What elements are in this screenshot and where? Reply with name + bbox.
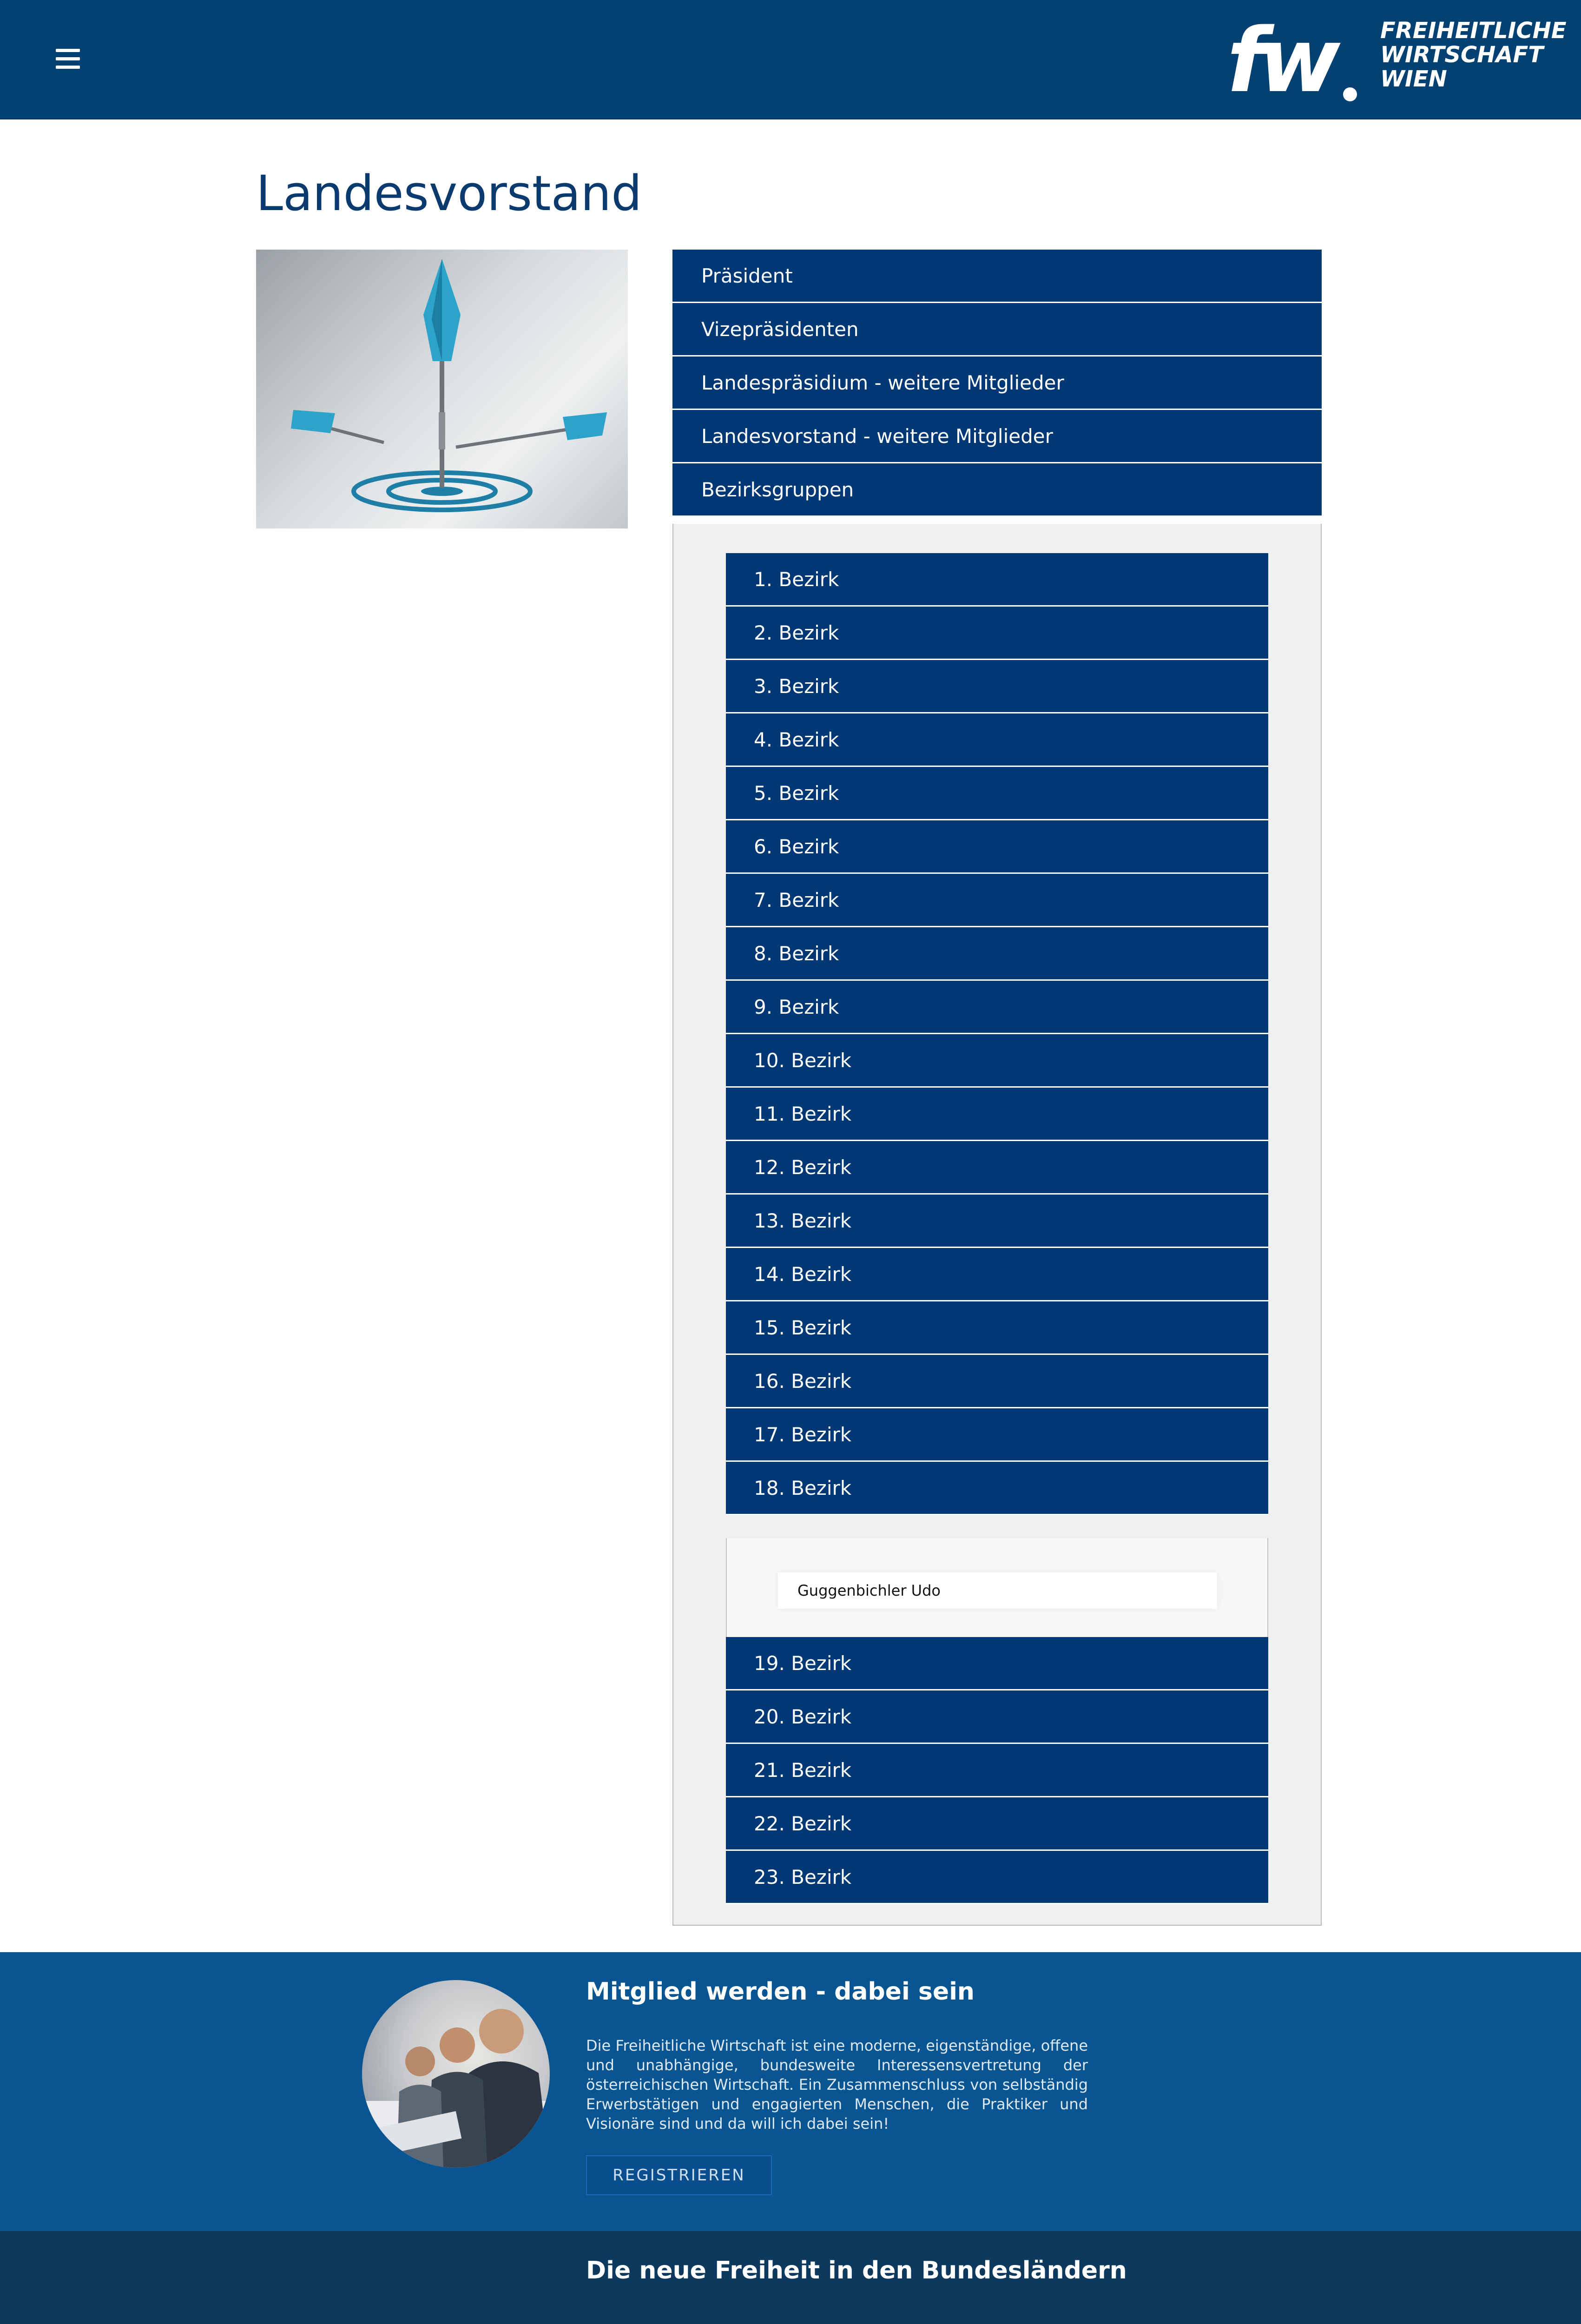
register-button[interactable]: REGISTRIEREN xyxy=(586,2155,772,2195)
bezirk-item[interactable]: 1. Bezirk xyxy=(726,553,1268,607)
bezirk-item-18[interactable]: 18. Bezirk xyxy=(726,1462,1268,1515)
logo-text xyxy=(1380,19,1567,91)
site-header xyxy=(0,0,1581,119)
bezirk-item[interactable]: 9. Bezirk xyxy=(726,981,1268,1034)
bezirk-item[interactable]: 5. Bezirk xyxy=(726,767,1268,820)
site-logo[interactable] xyxy=(1227,9,1567,112)
logo-line-2: WIRTSCHAFT xyxy=(1380,42,1543,68)
logo-dot xyxy=(1343,87,1357,101)
bezirk-item[interactable]: 23. Bezirk xyxy=(726,1851,1268,1904)
bezirk-item[interactable]: 3. Bezirk xyxy=(726,660,1268,713)
accordion-item-vizepraesidenten[interactable]: Vizepräsidenten xyxy=(672,303,1322,357)
bezirk-list-top xyxy=(726,553,1268,1515)
business-people-illustration xyxy=(362,1980,550,2168)
bezirk-item[interactable]: 16. Bezirk xyxy=(726,1355,1268,1408)
bezirk-item[interactable]: 20. Bezirk xyxy=(726,1690,1268,1744)
bezirk-list-bottom xyxy=(726,1637,1268,1904)
bezirk-item[interactable]: 7. Bezirk xyxy=(726,874,1268,927)
darts-image xyxy=(256,250,628,528)
bezirk-item[interactable]: 2. Bezirk xyxy=(726,607,1268,660)
accordion-item-praesident[interactable]: Präsident xyxy=(672,250,1322,303)
join-description: Die Freiheitliche Wirtschaft ist eine moderne, eigenständige, offene und unabhängige, bundesweite Interessensvertretung der österreichischen Wirtschaft. Ein Zusammenschluss von selbständig Erwerbstätigen und engagierten Menschen, die Praktiker und Visionäre sind und da will ich dabei sein! xyxy=(586,2037,1088,2133)
bezirk-item[interactable]: 15. Bezirk xyxy=(726,1301,1268,1355)
logo-line-1: FREIHEITLICHE xyxy=(1380,18,1567,44)
bezirk-item[interactable]: 19. Bezirk xyxy=(726,1637,1268,1690)
member-name: Guggenbichler Udo xyxy=(778,1572,1217,1609)
darts-illustration xyxy=(256,250,628,528)
bezirk-item[interactable]: 13. Bezirk xyxy=(726,1195,1268,1248)
bezirk-item[interactable]: 12. Bezirk xyxy=(726,1141,1268,1195)
join-title: Mitglied werden - dabei sein xyxy=(586,1978,975,2006)
bezirk-item[interactable]: 10. Bezirk xyxy=(726,1034,1268,1088)
accordion-item-landespraesidium[interactable]: Landespräsidium - weitere Mitglieder xyxy=(672,357,1322,410)
page-title: Landesvorstand xyxy=(256,165,642,222)
bezirk-item[interactable]: 4. Bezirk xyxy=(726,713,1268,767)
bezirk-item[interactable]: 21. Bezirk xyxy=(726,1744,1268,1797)
hamburger-menu-icon[interactable] xyxy=(56,49,80,69)
bezirk-item[interactable]: 22. Bezirk xyxy=(726,1797,1268,1851)
bezirk-item[interactable]: 6. Bezirk xyxy=(726,820,1268,874)
bezirk-item[interactable]: 11. Bezirk xyxy=(726,1088,1268,1141)
bezirk-item[interactable]: 14. Bezirk xyxy=(726,1248,1268,1301)
board-accordion xyxy=(672,250,1322,517)
accordion-item-bezirksgruppen[interactable]: Bezirksgruppen xyxy=(672,463,1322,517)
bezirk-18-panel xyxy=(726,1538,1268,1638)
bezirk-item[interactable]: 17. Bezirk xyxy=(726,1408,1268,1462)
business-people-image xyxy=(362,1980,550,2168)
footer-title: Die neue Freiheit in den Bundesländern xyxy=(586,2257,1127,2284)
logo-line-3: WIEN xyxy=(1380,66,1447,92)
accordion-item-landesvorstand[interactable]: Landesvorstand - weitere Mitglieder xyxy=(672,410,1322,463)
bezirk-item[interactable]: 8. Bezirk xyxy=(726,927,1268,981)
logo-mark: fw xyxy=(1227,9,1334,112)
